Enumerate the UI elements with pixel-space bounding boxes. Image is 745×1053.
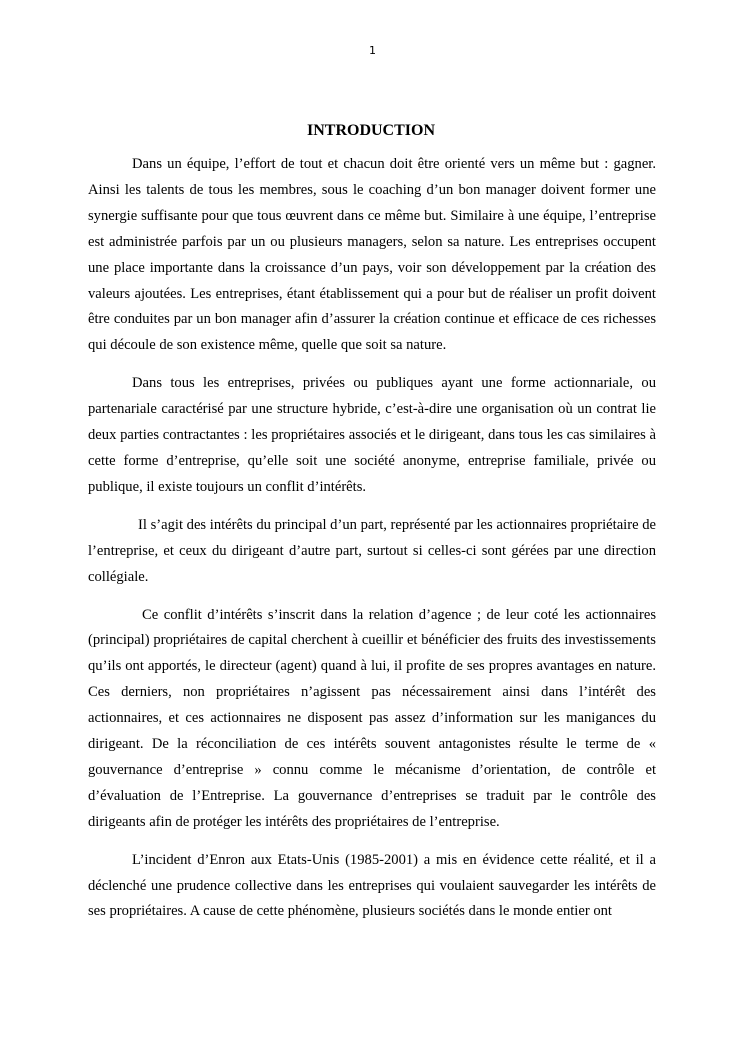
- page-content: [88, 118, 656, 937]
- paragraph-2: Dans tous les entreprises, privées ou publiques ayant une forme actionnariale, ou partenariale caractérisé par une structure hybride, c’est-à-dire une organisation où un contrat lie deux parties contractantes : les propriétaires associés et le dirigeant, dans tous les cas similaires à cette forme d’entreprise, qu’elle soit une société anonyme, entreprise familiale, privée ou publique, il existe toujours un conflit d’intérêts.: [88, 375, 656, 495]
- page-number: 1: [369, 44, 376, 57]
- paragraph-3: Il s’agit des intérêts du principal d’un part, représenté par les actionnaires propriétaire de l’entreprise, et ceux du dirigeant d’autre part, surtout si celles-ci sont gérées par une direction collégiale.: [88, 516, 656, 585]
- paragraph-1: Dans un équipe, l’effort de tout et chacun doit être orienté vers un même but : gagner. Ainsi les talents de tous les membres, sous le coaching d’un bon manager doivent former une synergie suffisante pour que tous œuvrent dans ce même but. Similaire à une équipe, l’entreprise est administrée parfois par un ou plusieurs managers, selon sa nature. Les entreprises occupent une place importante dans la croissance d’un pays, voir son développement par la création des valeurs ajoutées. Les entreprises, étant établissement qui a pour but de réaliser un profit doivent être conduites par un bon manager afin d’assurer la création continue et efficace de ces richesses qui découle de son existence même, quelle que soit sa nature.: [88, 156, 656, 354]
- section-title: INTRODUCTION: [306, 122, 435, 139]
- paragraph-5: L’incident d’Enron aux Etats-Unis (1985-2001) a mis en évidence cette réalité, et il a déclenché une prudence collective dans les entreprises qui voulaient sauvegarder les intérêts de ses propriétaires. A cause de cette phénomène, plusieurs sociétés dans le monde entier ont: [88, 851, 656, 920]
- paragraph-4: Ce conflit d’intérêts s’inscrit dans la relation d’agence ; de leur coté les actionnaires (principal) propriétaires de capital cherchent à cueillir et bénéficier des fruits des investissements qu’ils ont apportés, le directeur (agent) quand à lui, il profite de ses propres avantages en nature. Ces derniers, non propriétaires n’agissent pas nécessairement ainsi dans l’intérêt des actionnaires, et ces actionnaires ne disposent pas assez d’information sur les manigances du dirigeant. De la réconciliation de ces intérêts souvent antagonistes résulte le terme de « gouvernance d’entreprise » connu comme le mécanisme d’orientation, de contrôle et d’évaluation de l’Entreprise. La gouvernance d’entreprises se traduit par le contrôle des dirigeants afin de protéger les intérêts des propriétaires de l’entreprise.: [88, 606, 656, 830]
